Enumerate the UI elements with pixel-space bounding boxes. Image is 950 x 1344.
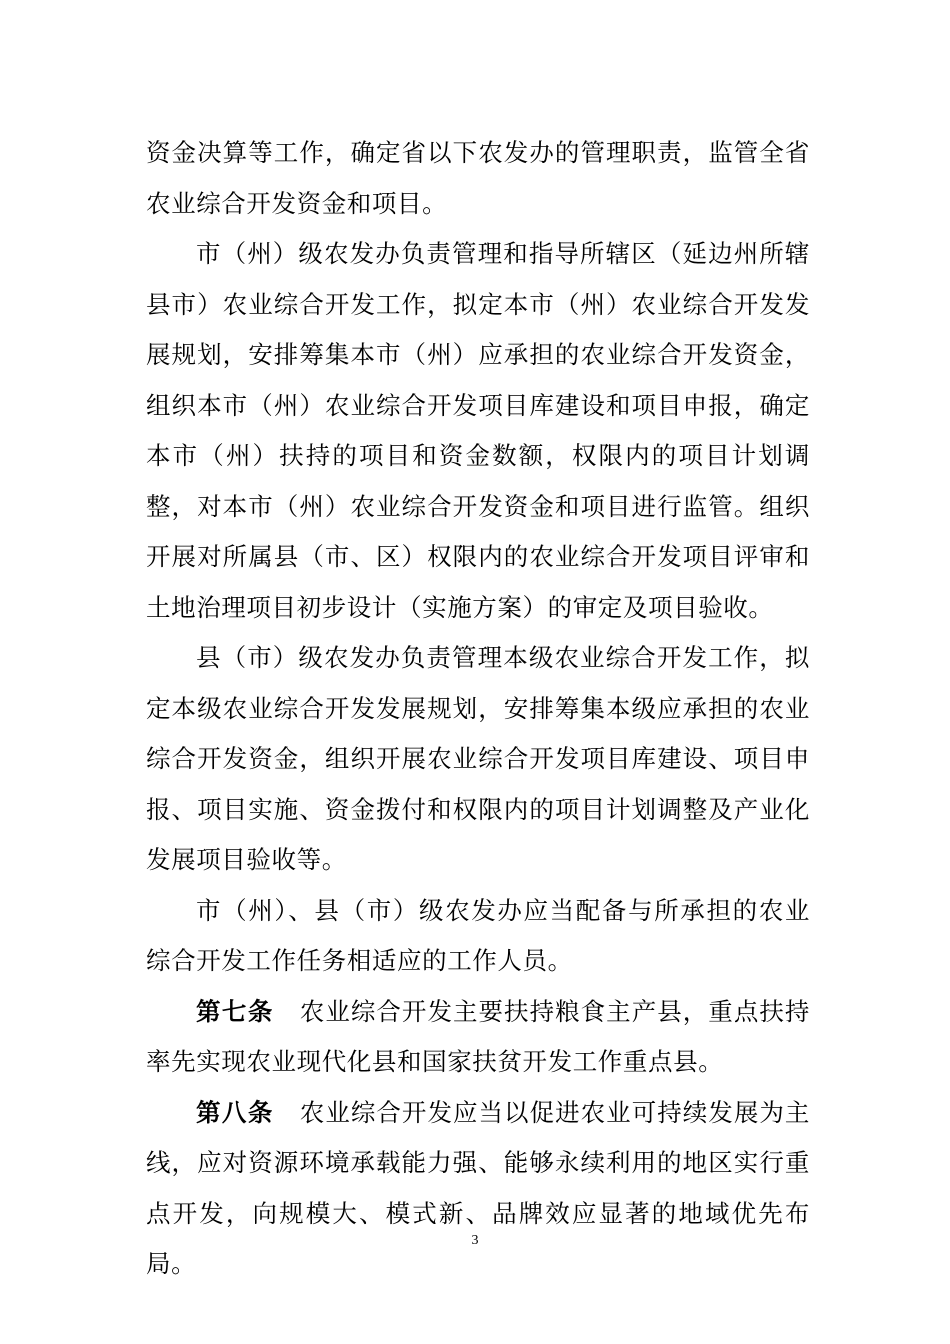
paragraph-1-text: 资金决算等工作，确定省以下农发办的管理职责，监管全省农业综合开发资金和项目。 [146, 138, 810, 218]
paragraph-1 [146, 128, 810, 229]
article-8-text: 农业综合开发应当以促进农业可持续发展为主线，应对资源环境承载能力强、能够永续利用的地区实行重点开发，向规模大、模式新、品牌效应显著的地域优先布局。 [146, 1097, 810, 1278]
document-body [146, 128, 810, 1290]
paragraph-2 [146, 229, 810, 633]
article-7-heading: 第七条 [196, 996, 274, 1026]
paragraph-3 [146, 633, 810, 886]
paragraph-3-text: 县（市）级农发办负责管理本级农业综合开发工作，拟定本级农业综合开发发展规划，安排筹集本级应承担的农业综合开发资金，组织开展农业综合开发项目库建设、项目申报、项目实施、资金拨付和权限内的项目计划调整及产业化发展项目验收等。 [146, 643, 810, 874]
article-7-text: 农业综合开发主要扶持粮食主产县，重点扶持率先实现农业现代化县和国家扶贫开发工作重点县。 [146, 996, 810, 1076]
article-8 [146, 1088, 810, 1290]
page-number: 3 [471, 1233, 479, 1248]
article-7 [146, 987, 810, 1088]
paragraph-4 [146, 886, 810, 987]
paragraph-4-text: 市（州）、县（市）级农发办应当配备与所承担的农业综合开发工作任务相适应的工作人员。 [146, 895, 810, 975]
article-8-heading: 第八条 [196, 1097, 274, 1127]
paragraph-2-text: 市（州）级农发办负责管理和指导所辖区（延边州所辖县市）农业综合开发工作，拟定本市（州）农业综合开发发展规划，安排筹集本市（州）应承担的农业综合开发资金，组织本市（州）农业综合开发项目库建设和项目申报，确定本市（州）扶持的项目和资金数额，权限内的项目计划调整，对本市（州）农业综合开发资金和项目进行监管。组织开展对所属县（市、区）权限内的农业综合开发项目评审和土地治理项目初步设计（实施方案）的审定及项目验收。 [146, 239, 810, 622]
